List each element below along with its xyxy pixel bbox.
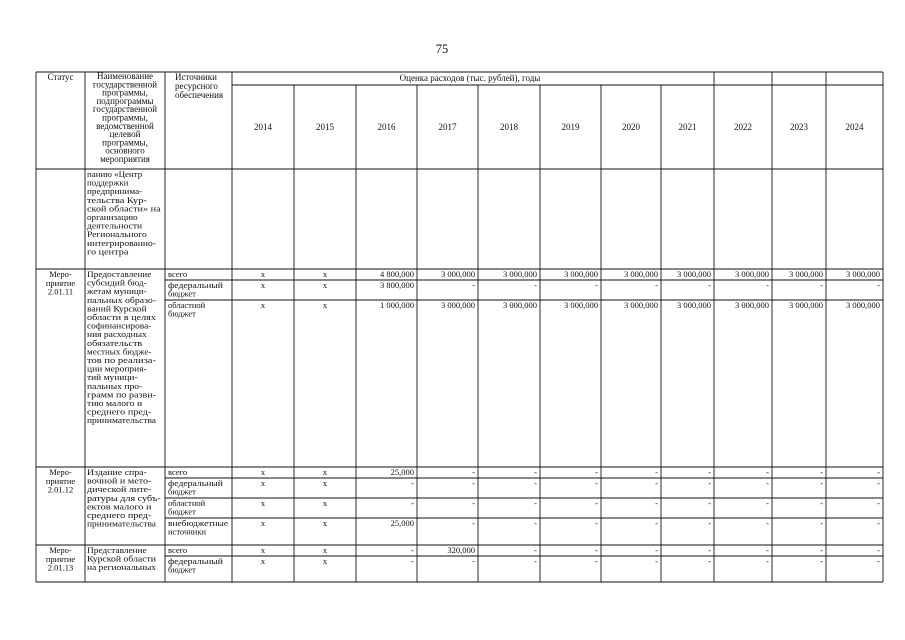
- value-cell: -: [708, 467, 711, 477]
- value-cell: x: [260, 280, 266, 290]
- value-cell: x: [260, 478, 266, 488]
- name-line: интегрированно-: [87, 237, 157, 248]
- value-cell: x: [322, 467, 328, 477]
- name-line: организацию: [87, 212, 139, 222]
- status-line: 2.01.12: [47, 484, 74, 495]
- value-cell: -: [534, 498, 537, 508]
- source-line: федеральный: [168, 556, 224, 566]
- name-line: Курской области: [87, 553, 157, 564]
- name-line: ской области» на: [87, 203, 161, 214]
- year-header: 2019: [561, 122, 580, 132]
- name-line: ции мероприя-: [87, 363, 147, 374]
- value-cell: 25,000: [390, 467, 414, 477]
- value-cell: -: [655, 545, 658, 555]
- value-cell: -: [595, 498, 598, 508]
- value-cell: -: [820, 280, 823, 290]
- value-cell: -: [472, 467, 475, 477]
- value-cell: 3 000,000: [564, 269, 598, 279]
- value-cell: 3 000,000: [624, 269, 658, 279]
- year-header: 2024: [845, 122, 864, 132]
- header-name-line: Наименование: [96, 71, 154, 81]
- name-line: Представление: [87, 545, 148, 555]
- value-cell: -: [877, 498, 880, 508]
- value-cell: -: [655, 280, 658, 290]
- source-line: бюджет: [168, 486, 196, 497]
- source-line: всего: [168, 467, 188, 477]
- value-cell: -: [655, 467, 658, 477]
- year-header: 2021: [678, 122, 697, 132]
- source-line: всего: [168, 545, 188, 555]
- header-name-line: подпрограммы: [96, 95, 154, 106]
- value-cell: 3 000,000: [503, 269, 537, 279]
- value-cell: -: [877, 518, 880, 528]
- value-cell: 3 000,000: [677, 300, 711, 310]
- header-name-line: ведомственной: [96, 120, 154, 131]
- name-line: субсидий бюд-: [87, 277, 147, 288]
- source-line: бюджет: [168, 308, 196, 319]
- name-line: ектов малого и: [87, 501, 152, 512]
- status-line: Меро-: [49, 467, 72, 477]
- status-line: 2.01.13: [47, 562, 74, 573]
- name-line: обязательств: [87, 337, 143, 348]
- value-cell: x: [260, 518, 266, 528]
- value-cell: 3 000,000: [624, 300, 658, 310]
- value-cell: 3 000,000: [846, 269, 880, 279]
- header-name-line: целевой: [109, 129, 141, 140]
- name-line: принимательства: [87, 518, 157, 529]
- value-cell: -: [820, 498, 823, 508]
- name-line: панию «Центр: [87, 169, 143, 179]
- name-line: го центра: [87, 246, 129, 257]
- value-cell: x: [322, 300, 328, 310]
- value-cell: x: [322, 269, 328, 279]
- value-cell: -: [766, 518, 769, 528]
- value-cell: x: [322, 478, 328, 488]
- name-line: вочной и мето-: [87, 475, 152, 486]
- name-line: поддержки: [87, 177, 129, 188]
- value-cell: x: [260, 269, 266, 279]
- value-cell: 3 000,000: [846, 300, 880, 310]
- value-cell: 3 000,000: [441, 269, 475, 279]
- name-line: пальных образо-: [87, 294, 157, 305]
- name-line: тов по реализа-: [87, 355, 157, 365]
- header-name-line: основного: [105, 145, 145, 156]
- header-name-line: мероприятия: [100, 154, 150, 164]
- name-line: среднего пред-: [87, 510, 152, 520]
- value-cell: -: [655, 518, 658, 528]
- source-line: бюджет: [168, 506, 196, 517]
- name-line: Издание спра-: [87, 467, 147, 477]
- status-line: Меро-: [49, 269, 72, 279]
- value-cell: -: [472, 556, 475, 566]
- year-header: 2015: [316, 122, 334, 132]
- header-expenses: Оценка расходов (тыс. рублей), годы: [399, 73, 541, 83]
- value-cell: -: [534, 478, 537, 488]
- value-cell: -: [766, 545, 769, 555]
- name-line: тию малого и: [87, 398, 143, 408]
- value-cell: -: [411, 498, 414, 508]
- value-cell: x: [260, 300, 266, 310]
- page-number: 75: [435, 42, 449, 56]
- name-line: области в целях: [87, 312, 157, 322]
- value-cell: -: [534, 280, 537, 290]
- value-cell: -: [534, 556, 537, 566]
- value-cell: -: [766, 478, 769, 488]
- value-cell: -: [708, 545, 711, 555]
- year-header: 2023: [790, 122, 808, 132]
- year-header: 2022: [734, 122, 752, 132]
- value-cell: -: [766, 280, 769, 290]
- value-cell: 3 800,000: [380, 280, 414, 290]
- status-line: приятие: [45, 553, 76, 564]
- value-cell: -: [877, 478, 880, 488]
- value-cell: x: [260, 498, 266, 508]
- value-cell: -: [708, 478, 711, 488]
- name-line: предпринима-: [87, 186, 143, 197]
- value-cell: -: [595, 280, 598, 290]
- value-cell: -: [877, 467, 880, 477]
- value-cell: x: [322, 280, 328, 290]
- status-line: 2.01.11: [47, 286, 74, 297]
- name-line: грамм по разви-: [87, 389, 157, 400]
- status-line: приятие: [45, 277, 76, 288]
- name-line: ния расходных: [87, 329, 148, 340]
- name-line: принимательства: [87, 415, 157, 426]
- value-cell: 3 000,000: [564, 300, 598, 310]
- value-cell: -: [708, 556, 711, 566]
- value-cell: 320,000: [447, 545, 475, 555]
- value-cell: -: [595, 478, 598, 488]
- value-cell: 3 000,000: [789, 269, 823, 279]
- value-cell: -: [708, 498, 711, 508]
- name-line: пальных про-: [87, 380, 143, 391]
- value-cell: x: [322, 545, 328, 555]
- year-header: 2014: [254, 122, 272, 132]
- value-cell: -: [655, 478, 658, 488]
- source-line: федеральный: [168, 280, 224, 290]
- value-cell: -: [472, 498, 475, 508]
- header-name-line: программы,: [102, 112, 148, 123]
- source-line: федеральный: [168, 478, 224, 488]
- value-cell: 3 000,000: [789, 300, 823, 310]
- name-line: на региональных: [87, 562, 157, 573]
- name-line: ратуры для субъ-: [87, 492, 161, 503]
- value-cell: 3 000,000: [677, 269, 711, 279]
- status-line: приятие: [45, 475, 76, 486]
- status-line: Меро-: [49, 545, 72, 555]
- header-sources-line: ресурсного: [175, 81, 218, 91]
- source-line: внебюджетные: [168, 518, 229, 528]
- value-cell: x: [260, 545, 266, 555]
- header-name-line: программы,: [102, 137, 148, 148]
- value-cell: -: [411, 556, 414, 566]
- value-cell: -: [820, 545, 823, 555]
- value-cell: 3 000,000: [735, 269, 769, 279]
- value-cell: -: [820, 556, 823, 566]
- name-line: Предоставление: [87, 269, 152, 279]
- value-cell: -: [595, 545, 598, 555]
- value-cell: -: [472, 478, 475, 488]
- header-sources-line: Источники: [175, 72, 217, 82]
- header-name-line: государственной: [92, 104, 158, 115]
- name-line: жетам муници-: [85, 286, 147, 297]
- value-cell: -: [655, 498, 658, 508]
- value-cell: -: [411, 545, 414, 555]
- year-header: 2018: [500, 122, 518, 132]
- value-cell: -: [820, 518, 823, 528]
- value-cell: -: [766, 467, 769, 477]
- value-cell: -: [820, 478, 823, 488]
- value-cell: 3 000,000: [735, 300, 769, 310]
- value-cell: -: [411, 478, 414, 488]
- value-cell: -: [877, 280, 880, 290]
- value-cell: -: [534, 467, 537, 477]
- value-cell: x: [322, 498, 328, 508]
- value-cell: -: [877, 545, 880, 555]
- source-line: областной: [168, 498, 206, 508]
- value-cell: -: [708, 518, 711, 528]
- name-line: софинансирова-: [87, 320, 152, 331]
- source-line: бюджет: [168, 288, 196, 299]
- value-cell: -: [472, 518, 475, 528]
- source-line: источники: [168, 526, 207, 537]
- source-line: бюджет: [168, 564, 196, 575]
- value-cell: x: [322, 556, 328, 566]
- value-cell: -: [595, 467, 598, 477]
- value-cell: 1 000,000: [380, 300, 414, 310]
- source-line: всего: [168, 269, 188, 279]
- value-cell: x: [260, 467, 266, 477]
- value-cell: -: [820, 467, 823, 477]
- value-cell: -: [534, 545, 537, 555]
- name-line: среднего пред-: [87, 406, 152, 417]
- value-cell: 25,000: [390, 518, 414, 528]
- value-cell: -: [877, 556, 880, 566]
- name-line: Регионального: [87, 229, 147, 240]
- year-header: 2017: [438, 122, 457, 132]
- value-cell: -: [766, 498, 769, 508]
- value-cell: 3 000,000: [503, 300, 537, 310]
- value-cell: -: [595, 518, 598, 528]
- name-line: местных бюдже-: [87, 346, 152, 357]
- name-line: деятельности: [87, 220, 143, 231]
- value-cell: -: [472, 280, 475, 290]
- header-sources-line: обеспечения: [175, 90, 224, 100]
- name-line: тельства Кур-: [87, 194, 147, 205]
- value-cell: -: [595, 556, 598, 566]
- name-line: тий муници-: [87, 372, 138, 383]
- value-cell: -: [655, 556, 658, 566]
- value-cell: 4 800,000: [380, 269, 414, 279]
- value-cell: -: [708, 280, 711, 290]
- header-status: Статус: [47, 72, 74, 82]
- value-cell: -: [766, 556, 769, 566]
- value-cell: x: [260, 556, 266, 566]
- value-cell: x: [322, 518, 328, 528]
- value-cell: 3 000,000: [441, 300, 475, 310]
- year-header: 2020: [622, 122, 640, 132]
- name-line: ваний Курской: [87, 303, 148, 314]
- year-header: 2016: [377, 122, 396, 132]
- name-line: дической лите-: [87, 484, 152, 495]
- source-line: областной: [168, 300, 206, 310]
- header-name-line: государственной: [92, 79, 158, 90]
- value-cell: -: [534, 518, 537, 528]
- header-name-line: программы,: [102, 87, 148, 98]
